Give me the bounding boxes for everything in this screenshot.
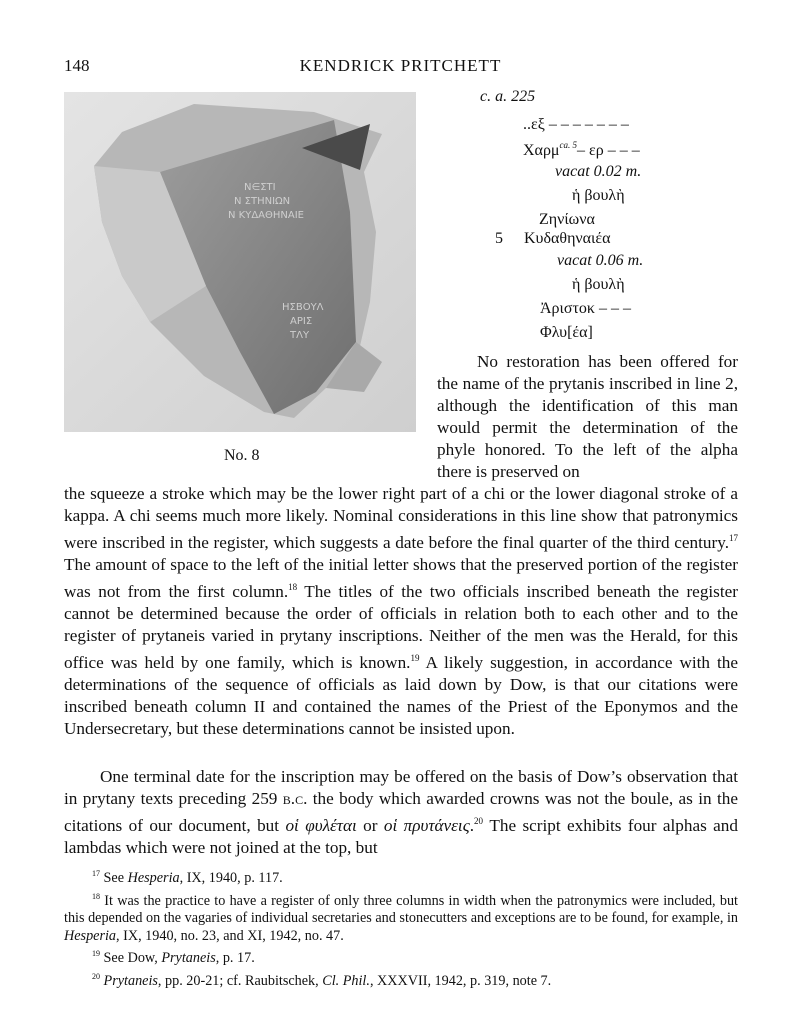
greek-term: οἱ πρυτάνεις <box>383 816 470 835</box>
greek-term: οἱ φυλέται <box>285 816 357 835</box>
body-text: One terminal date for the inscription may be offered on the basis of Dow’s observation that in prytany texts preceding 259 <box>64 767 738 808</box>
vacat-note: vacat 0.02 m. <box>555 163 642 180</box>
body-text: the body which awarded crowns was not the boule, as in the citations of our document, but <box>64 789 738 835</box>
footnote-20 <box>64 968 738 991</box>
footnote-ref[interactable]: 17 <box>729 533 738 543</box>
inscription-line: Κυδαθηναιέα <box>524 230 611 247</box>
footnote-19 <box>64 945 738 968</box>
stone-letters: Ν ΚΥΔΑΘΗΝΑΙΕ <box>228 210 304 221</box>
stone-letters: Ν ΣΤΗΝΙΩΝ <box>234 196 291 207</box>
inscription-line: Ζηνίωνα <box>539 211 595 228</box>
era-abbrev: b.c. <box>282 789 308 808</box>
body-text: or <box>356 816 384 835</box>
footnote-ref[interactable]: 18 <box>288 582 298 592</box>
inscription-line: ἡ βουλὴ <box>572 187 625 204</box>
stone-letters: ΑΡΙΣ <box>290 316 313 327</box>
footnote-number: 18 <box>92 891 100 901</box>
footnotes <box>64 865 738 990</box>
footnote-text: It was the practice to have a register of only three columns in width when the patronymics were included, but this depended on the vagaries of individual secretaries and stonecutters and exceptions are to be found, for example, in <box>64 892 738 926</box>
footnote-text: , p. 17. <box>215 950 255 966</box>
inscription-line: ..εξ – – – – – – – <box>523 116 629 133</box>
page-number: 148 <box>64 56 90 75</box>
footnote-number: 17 <box>92 869 100 878</box>
vacat-note: vacat 0.06 m. <box>557 252 644 269</box>
footnote-text: , IX, 1940, no. 23, and XI, 1942, no. 47. <box>116 927 344 944</box>
footnote-text: See <box>100 870 128 886</box>
figure-caption: No. 8 <box>224 447 260 464</box>
inscription-line <box>523 140 640 160</box>
book-title: Prytaneis <box>103 972 158 989</box>
book-title: Prytaneis <box>161 950 216 966</box>
body-text: the squeeze a stroke which may be the lower right part of a chi or the lower diagonal stroke of a kappa. A chi seems much more likely. Nominal considerations in this line show that patronymics were inscribed in the register, which suggests a date before the final quarter of the third century. <box>64 484 738 552</box>
stone-letters: ΗΣΒΟΥΛ <box>282 302 324 313</box>
footnote-text: See Dow, <box>100 950 162 966</box>
footnote-ref[interactable]: 19 <box>410 653 420 663</box>
line-number: 5 <box>495 230 503 247</box>
footnote-number: 19 <box>92 949 100 958</box>
footnote-text: , pp. 20-21; cf. Raubitschek, <box>157 972 323 989</box>
journal-title: Cl. Phil. <box>322 972 370 989</box>
inscription-date: c. a. 225 <box>480 88 536 105</box>
inscription-line: Φλυ[έα] <box>540 324 593 341</box>
letter-count-note: ca. 5 <box>559 140 577 150</box>
body-text: The script exhibits four alphas and lambdas which were not joined at the top, but <box>64 816 738 857</box>
body-text: A likely suggestion, in accordance with the determinations of the sequence of officials as laid down by Dow, is that our citations were inscribed beneath column II and contained the names of the Priest of the Eponymos and the Undersecretary, but these determinations cannot be insisted upon. <box>64 653 738 738</box>
inscription-line: ἡ βουλὴ <box>572 276 625 293</box>
body-text: . <box>469 816 474 835</box>
paragraph-1-start: No restoration has been offered for the name of the prytanis inscribed in line 2, although the identification of this man would permit the determination of the phyle honored. To the left of the alpha there is preserved on <box>437 352 738 481</box>
body-text: The titles of the two officials inscribed beneath the register cannot be determined because the order of officials in relation both to each other and to the register of prytaneis varied in prytany inscriptions. Neither of the men was the Herald, for this office was held by one family, which is known. <box>64 582 738 672</box>
inscription-photo <box>64 92 416 432</box>
footnote-18 <box>64 888 738 946</box>
paragraph-1-continued <box>64 483 738 740</box>
footnote-number: 20 <box>92 971 100 981</box>
stone-fragment-image <box>64 92 416 432</box>
stone-letters: ΤΛΥ <box>290 330 310 341</box>
footnote-text: , IX, 1940, p. 117. <box>179 870 283 886</box>
inscription-text-fragment: Χαρμ <box>523 142 560 159</box>
running-head: KENDRICK PRITCHETT <box>299 56 502 75</box>
stone-letters: Ν∈ΣΤΙ <box>244 182 276 193</box>
inscription-text-fragment: – ερ – – – <box>577 142 640 159</box>
body-text: The amount of space to the left of the initial letter shows that the preserved portion of the register was not from the first column. <box>64 555 738 601</box>
inscription-line: Ἀριστοκ – – – <box>540 300 631 317</box>
paragraph-2 <box>64 766 738 859</box>
journal-title: Hesperia <box>127 870 180 886</box>
footnote-17 <box>64 865 738 888</box>
journal-title: Hesperia <box>64 927 117 944</box>
footnote-ref[interactable]: 20 <box>473 816 483 826</box>
footnote-text: , XXXVII, 1942, p. 319, note 7. <box>369 972 552 989</box>
inscription-text <box>440 88 740 341</box>
